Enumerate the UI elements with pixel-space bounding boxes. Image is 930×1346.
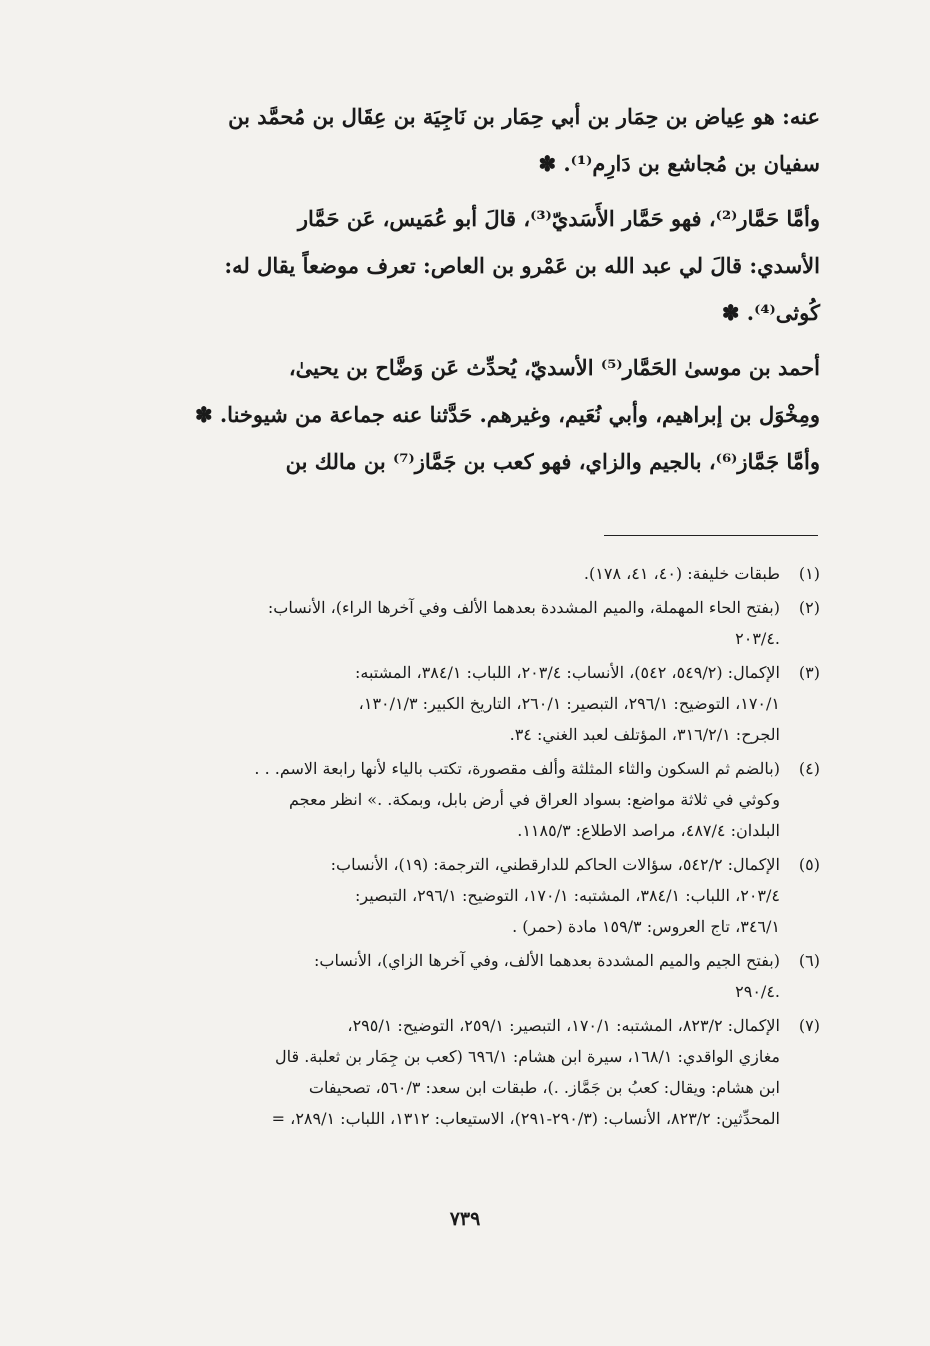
paragraph-jammaz	[134, 438, 820, 485]
text-line: أحمد بن موسىٰ الحَمَّار⁽⁵⁾ الأسديّ، يُحدِّث عَن وَضَّاح بن يحيىٰ،	[288, 355, 820, 380]
footnote-line: ٢٠٣/٤، اللباب: ٣٨٤/١، المشتبه: ١٧٠/١، التوضيح: ٢٩٦/١، التبصير:	[354, 886, 780, 905]
footnote-text	[132, 945, 780, 1007]
footnote-number: (٣)	[798, 663, 820, 682]
footnote-7	[132, 1010, 820, 1134]
footnote-line: ١٧٠/١، التوضيح: ٢٩٦/١، التبصير: ٢٦٠/١، التاريخ الكبير: ١٣٠/١/٣،	[358, 694, 780, 713]
footnote-line: ٣٤٦/١، تاج العروس: ١٥٩/٣ مادة (حمر) .	[512, 917, 780, 936]
footnote-line: الإكمال: ٨٢٣/٢، المشتبه: ١٧٠/١، التبصير: ٢٥٩/١، التوضيح: ٢٩٥/١،	[347, 1016, 780, 1035]
footnote-line: .٢٩٠/٤	[735, 982, 780, 1001]
main-text	[134, 93, 820, 485]
text-line: ومِخْوَل بن إبراهيم، وأبي نُعَيم، وغيرهم. حَدَّثنا عنه جماعة من شيوخنا. ✽	[194, 402, 820, 427]
text-line: وأمَّا حَمَّار⁽²⁾، فهو حَمَّار الأَسَديّ⁽³⁾، قالَ أبو عُمَيس، عَن حَمَّار	[297, 206, 820, 231]
footnote-line: .٢٠٣/٤	[735, 629, 780, 648]
footnote-1	[132, 558, 820, 589]
text-line: وأمَّا جَمَّاز⁽⁶⁾، بالجيم والزاي، فهو كعب بن جَمَّاز⁽⁷⁾ بن مالك بن	[285, 449, 820, 474]
footnote-line: (بفتح الحاء المهملة، والميم المشددة بعدهما الألف وفي آخرها الراء)، الأنساب:	[267, 598, 780, 617]
footnote-separator	[604, 535, 818, 536]
footnote-line: الجرح: ٣١٦/٢/١، المؤتلف لعبد الغني: ٣٤.	[509, 725, 780, 744]
footnote-line: (بالضم ثم السكون والثاء المثلثة وألف مقصورة، تكتب بالياء لأنها رابعة الاسم. . .	[254, 759, 780, 778]
footnote-number: (٤)	[798, 759, 820, 778]
footnote-line: وكوثي في ثلاثة مواضع: بسواد العراق في أرض بابل، وبمكة. .» انظر معجم	[289, 790, 780, 809]
footnote-text	[132, 592, 780, 654]
footnote-number: (١)	[798, 564, 820, 583]
footnote-number: (٢)	[798, 598, 820, 617]
footnote-line: الإكمال: ٥٤٢/٢، سؤالات الحاكم للدارقطني، الترجمة: (١٩)، الأنساب:	[330, 855, 780, 874]
footnotes	[132, 558, 820, 1137]
footnote-3	[132, 657, 820, 750]
paragraph-hammar	[134, 195, 820, 336]
paragraph-iyad	[134, 93, 820, 187]
text-line: سفيان بن مُجاشع بن دَارِم⁽¹⁾. ✽	[538, 151, 820, 176]
paragraph-ahmad	[134, 344, 820, 438]
footnote-line: المحدِّثين: ٨٢٣/٢، الأنساب: (٢٩٠/٣-٢٩١)، الاستيعاب: ١٣١٢، اللباب: ٢٨٩/١، =	[271, 1109, 780, 1128]
footnote-line: (بفتح الجيم والميم المشددة بعدهما الألف، وفي آخرها الزاي)، الأنساب:	[313, 951, 780, 970]
footnote-line: طبقات خليفة: (٤٠، ٤١، ١٧٨).	[583, 564, 780, 583]
footnote-line: البلدان: ٤٨٧/٤، مراصد الاطلاع: ١١٨٥/٣.	[517, 821, 780, 840]
footnote-text	[132, 753, 780, 846]
text-line: الأسدي: قالَ لي عبد الله بن عَمْرو بن العاص: تعرف موضعاً يقال له:	[224, 253, 820, 278]
footnote-text	[132, 1010, 780, 1134]
text-line: كُوثى⁽⁴⁾. ✽	[721, 300, 820, 325]
footnote-line: الإكمال: (٥٤٩/٢، ٥٤٢)، الأنساب: ٢٠٣/٤، اللباب: ٣٨٤/١، المشتبه:	[354, 663, 780, 682]
footnote-text	[132, 558, 780, 589]
text-line: عنه: هو عِياض بن حِمَار بن أبي حِمَار بن نَاجِيَة بن عِقَال بن مُحمَّد بن	[228, 104, 820, 129]
footnote-number: (٧)	[798, 1016, 820, 1035]
footnote-line: ابن هشام: ويقال: كعبُ بن جَمَّاز. .)، طبقات ابن سعد: ٥٦٠/٣، تصحيفات	[308, 1078, 780, 1097]
footnote-5	[132, 849, 820, 942]
footnote-4	[132, 753, 820, 846]
footnote-number: (٥)	[798, 855, 820, 874]
footnote-2	[132, 592, 820, 654]
footnote-text	[132, 657, 780, 750]
footnote-line: مغازي الواقدي: ١٦٨/١، سيرة ابن هشام: ٦٩٦/١ (كعب بن جِمَار بن ثعلبة. قال	[275, 1047, 780, 1066]
page-number: ٧٣٩	[449, 1208, 481, 1230]
footnote-text	[132, 849, 780, 942]
footnote-number: (٦)	[798, 951, 820, 970]
footnote-6	[132, 945, 820, 1007]
